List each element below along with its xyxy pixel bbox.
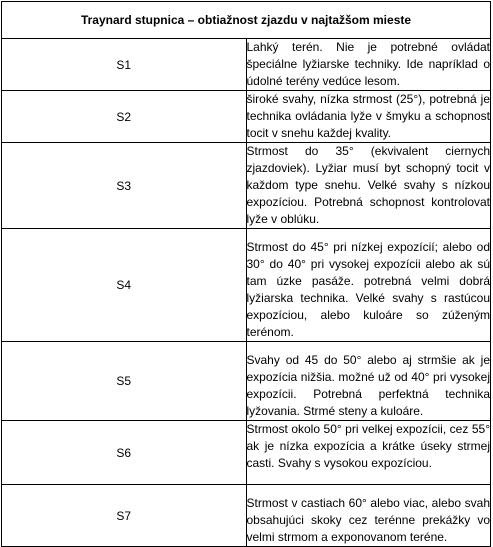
grade-code: S4 xyxy=(2,229,247,342)
table-row xyxy=(2,91,491,143)
table-header-row xyxy=(2,2,491,39)
grade-description: Lahký terén. Nie je potrebné ovládat špeciálne lyžiarske techniky. Ide napríklad o údolné terény vedúce lesom. xyxy=(246,39,491,91)
grade-description: Strmost do 35° (ekvivalent ciernych zjazdoviek). Lyžiar musí byt schopný tocit v každom type snehu. Velké svahy s nízkou expozíciou. Potrebná schopnost kontrolovat lyže v oblúku. xyxy=(246,143,491,229)
grade-description: Strmost v castiach 60° alebo viac, alebo svah obsahujúci skoky cez terénne prekážky vo velmi strmom a exponovanom teréne. xyxy=(246,485,491,547)
grade-code: S5 xyxy=(2,342,247,421)
grade-code: S2 xyxy=(2,91,247,143)
grade-code: S1 xyxy=(2,39,247,91)
table-row xyxy=(2,485,491,547)
grade-description: Strmost okolo 50° pri velkej expozícii, cez 55° ak je nízka expozícia a krátke úseky strmej casti. Svahy s vysokou expozíciou. xyxy=(246,421,491,485)
table-row xyxy=(2,421,491,485)
traynard-scale-table xyxy=(1,1,491,547)
table-row xyxy=(2,342,491,421)
grade-description: široké svahy, nízka strmost (25°), potrebná je technika ovládania lyže v šmyku a schopnost tocit v snehu každej kvality. xyxy=(246,91,491,143)
grade-code: S6 xyxy=(2,421,247,485)
table-row xyxy=(2,229,491,342)
grade-description: Strmost do 45° pri nízkej expozícií; alebo od 30° do 40° pri vysokej expozícii alebo ak sú tam úzke pasáže. potrebná velmi dobrá lyžiarska technika. Velké svahy s rastúcou expozíciou, alebo kuloáre so zúženým terénom. xyxy=(246,229,491,342)
table-row xyxy=(2,143,491,229)
table-title: Traynard stupnica – obtiažnost zjazdu v najtažšom mieste xyxy=(2,2,491,39)
grade-code: S7 xyxy=(2,485,247,547)
table-row xyxy=(2,39,491,91)
grade-description: Svahy od 45 do 50° alebo aj strmšie ak je expozícia nižšia. možné už od 40° pri vysokej expozícii. Potrebná perfektná technika lyžovania. Strmé steny a kuloáre. xyxy=(246,342,491,421)
grade-code: S3 xyxy=(2,143,247,229)
